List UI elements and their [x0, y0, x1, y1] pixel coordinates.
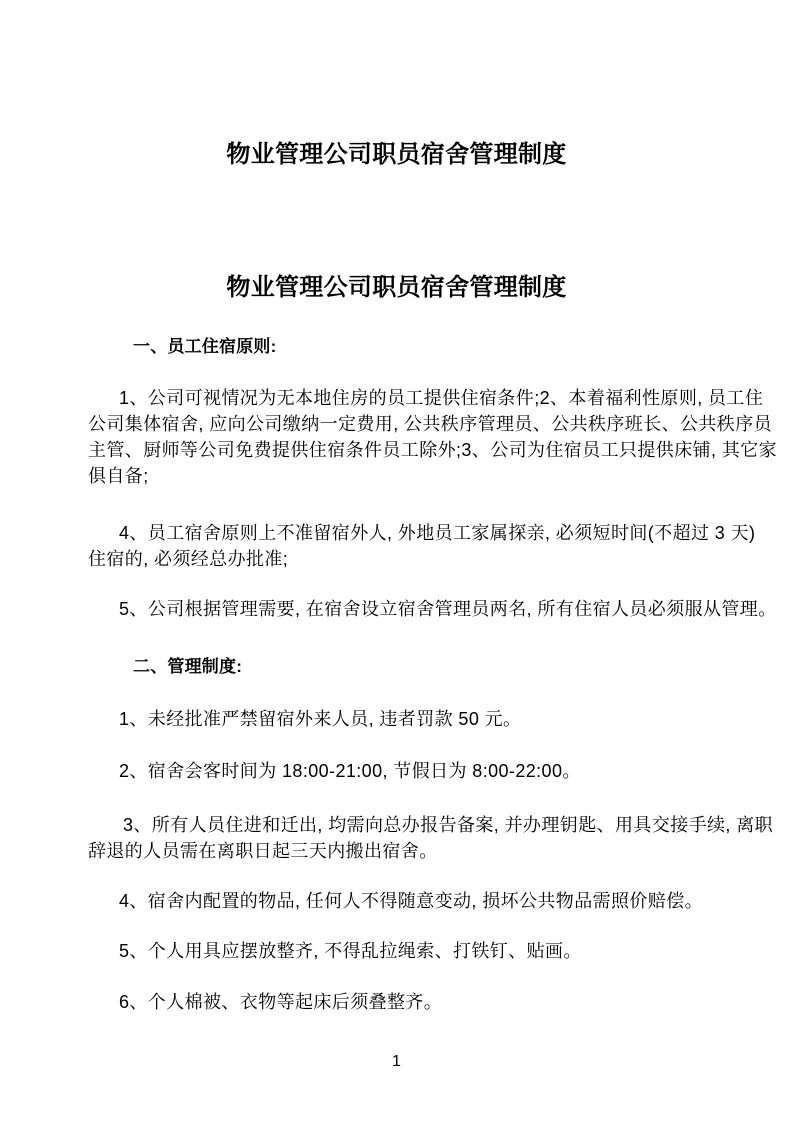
text-line: 6、个人棉被、衣物等起床后须叠整齐。	[119, 992, 443, 1012]
section1-paragraph1	[88, 385, 793, 489]
text-line: 5、公司根据管理需要, 在宿舍设立宿舍管理员两名, 所有住宿人员必须服从管理。	[119, 599, 777, 619]
text-line: 3、所有人员住进和迁出, 均需向总办报告备案, 并办理钥匙、用具交接手续, 离职	[123, 815, 774, 835]
text-line: 1、未经批准严禁留宿外来人员, 违者罚款 50 元。	[119, 709, 522, 729]
text-line: 1、公司可视情况为无本地住房的员工提供住宿条件;2、本着福利性原则, 员工住	[119, 388, 764, 408]
section2-item6	[88, 989, 793, 1015]
section2-heading: 二、管理制度:	[133, 657, 243, 676]
section1-paragraph2	[88, 520, 793, 572]
section1-paragraph3	[88, 596, 793, 622]
document-header-title: 物业管理公司职员宿舍管理制度	[226, 141, 567, 168]
section2-item1	[88, 706, 793, 732]
section2-item2	[88, 758, 793, 784]
text-line: 公司集体宿舍, 应向公司缴纳一定费用, 公共秩序管理员、公共秩序班长、公共秩序员	[88, 414, 772, 434]
text-line: 4、员工宿舍原则上不准留宿外人, 外地员工家属探亲, 必须短时间(不超过 3 天)	[119, 523, 756, 543]
text-line: 辞退的人员需在离职日起三天内搬出宿舍。	[88, 841, 438, 861]
document-main-title: 物业管理公司职员宿舍管理制度	[226, 274, 567, 301]
section1-heading: 一、员工住宿原则:	[133, 337, 277, 356]
page-number: 1	[392, 1053, 401, 1070]
text-line: 主管、厨师等公司免费提供住宿条件员工除外;3、公司为住宿员工只提供床铺, 其它家	[88, 440, 778, 460]
text-line: 4、宿舍内配置的物品, 任何人不得随意变动, 损坏公共物品需照价赔偿。	[119, 891, 704, 911]
section2-item4	[88, 888, 793, 914]
section2-item3	[88, 812, 793, 864]
text-line: 2、宿舍会客时间为 18:00-21:00, 节假日为 8:00-22:00。	[119, 761, 581, 781]
text-line: 俱自备;	[88, 466, 149, 486]
text-line: 住宿的, 必须经总办批准;	[88, 549, 289, 569]
section2-item5	[88, 938, 793, 964]
text-line: 5、个人用具应摆放整齐, 不得乱拉绳索、打铁钉、贴画。	[119, 941, 582, 961]
